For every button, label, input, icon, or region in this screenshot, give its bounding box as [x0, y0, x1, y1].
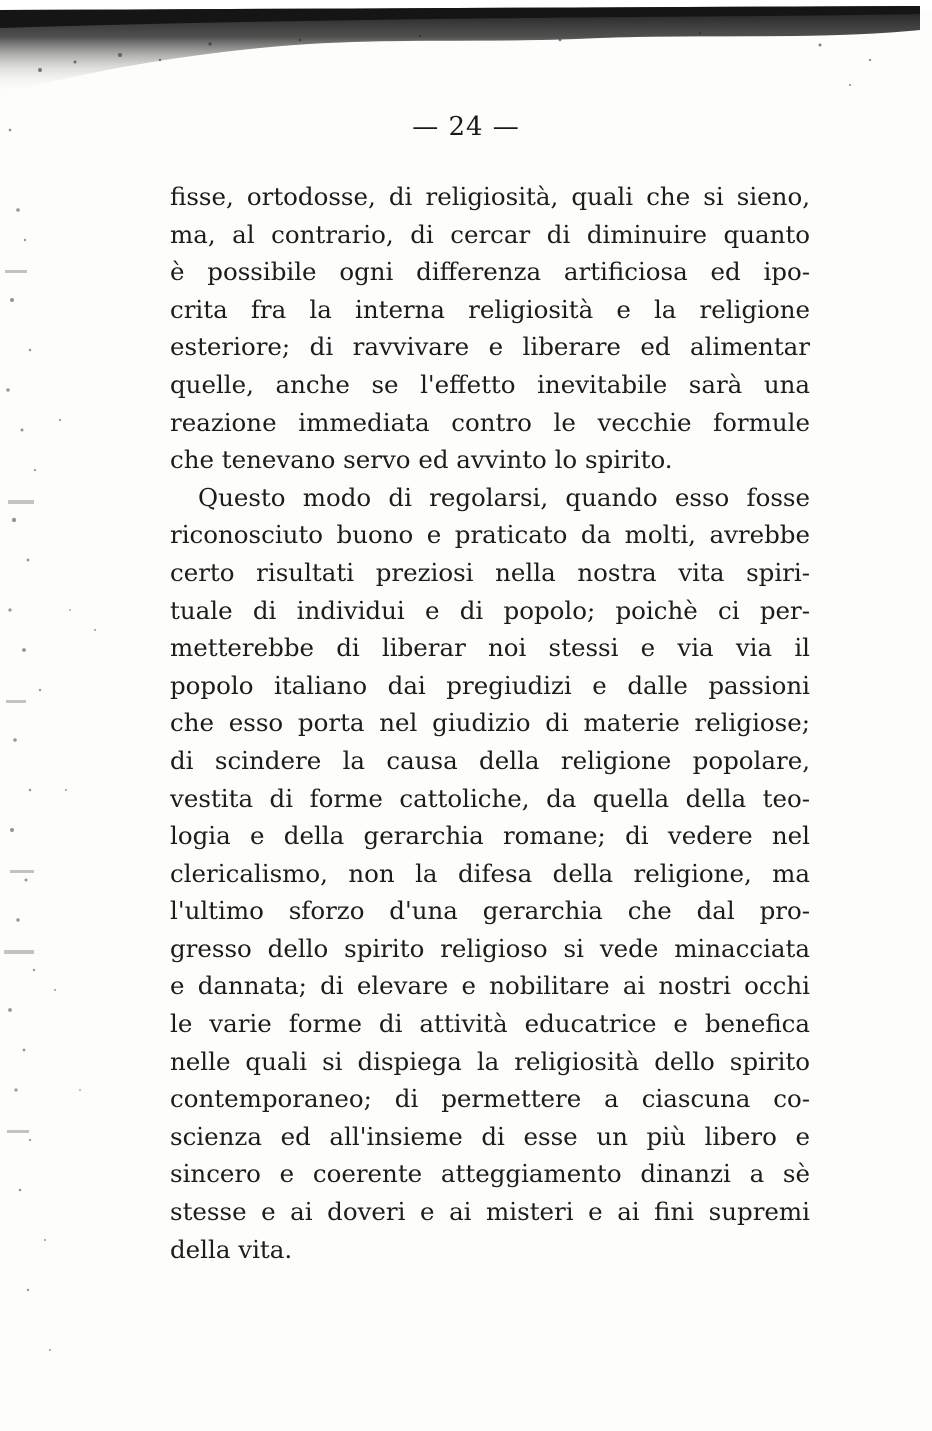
- text-line: clericalismo, non la difesa della religione, ma: [170, 858, 810, 888]
- text-line: reazione immediata contro le vecchie formule: [170, 407, 810, 437]
- text-line: popolo italiano dai pregiudizi e dalle passioni: [170, 670, 810, 700]
- text-line: logia e della gerarchia romane; di vedere nel: [170, 821, 810, 851]
- text-line: quelle, anche se l'effetto inevitabile sarà una: [170, 369, 810, 399]
- paragraph-1: [170, 178, 810, 479]
- text-line: certo risultati preziosi nella nostra vita spiri-: [170, 557, 810, 587]
- text-line: stesse e ai doveri e ai misteri e ai fini supremi: [170, 1197, 810, 1227]
- text-line: tuale di individui e di popolo; poichè ci per-: [170, 595, 810, 625]
- text-line: che esso porta nel giudizio di materie religiose;: [170, 708, 810, 738]
- text-line: riconosciuto buono e praticato da molti, avrebbe: [170, 520, 810, 550]
- text-line: le varie forme di attività educatrice e benefica: [170, 1009, 810, 1039]
- page-number: — 24 —: [412, 112, 520, 142]
- text-line: l'ultimo sforzo d'una gerarchia che dal pro-: [170, 896, 810, 926]
- text-line: crita fra la interna religiosità e la religione: [170, 294, 810, 324]
- body-text: [170, 178, 810, 1268]
- text-line: esteriore; di ravvivare e liberare ed alimentar: [170, 332, 810, 362]
- text-line: metterebbe di liberar noi stessi e via via il: [170, 633, 810, 663]
- text-line: vestita di forme cattoliche, da quella della teo-: [170, 783, 810, 813]
- text-line: gresso dello spirito religioso si vede minacciata: [170, 933, 810, 963]
- paragraph-2: [170, 479, 810, 1268]
- text-line: e dannata; di elevare e nobilitare ai nostri occhi: [170, 971, 810, 1001]
- text-line: che tenevano servo ed avvinto lo spirito.: [170, 445, 673, 475]
- text-line: di scindere la causa della religione popolare,: [170, 745, 810, 775]
- text-line: fisse, ortodosse, di religiosità, quali che si sieno,: [170, 182, 810, 211]
- text-line: ma, al contrario, di cercar di diminuire quanto: [170, 219, 810, 249]
- scan-speckle-left: [0, 90, 140, 1431]
- text-line: sincero e coerente atteggiamento dinanzi a sè: [170, 1159, 810, 1189]
- text-line: scienza ed all'insieme di esse un più libero e: [170, 1121, 810, 1151]
- text-line: contemporaneo; di permettere a ciascuna co-: [170, 1084, 810, 1114]
- text-line: Questo modo di regolarsi, quando esso fosse: [198, 482, 810, 512]
- text-line: della vita.: [170, 1234, 293, 1264]
- text-line: è possibile ogni differenza artificiosa ed ipo-: [170, 257, 810, 287]
- text-line: nelle quali si dispiega la religiosità dello spirito: [170, 1046, 810, 1076]
